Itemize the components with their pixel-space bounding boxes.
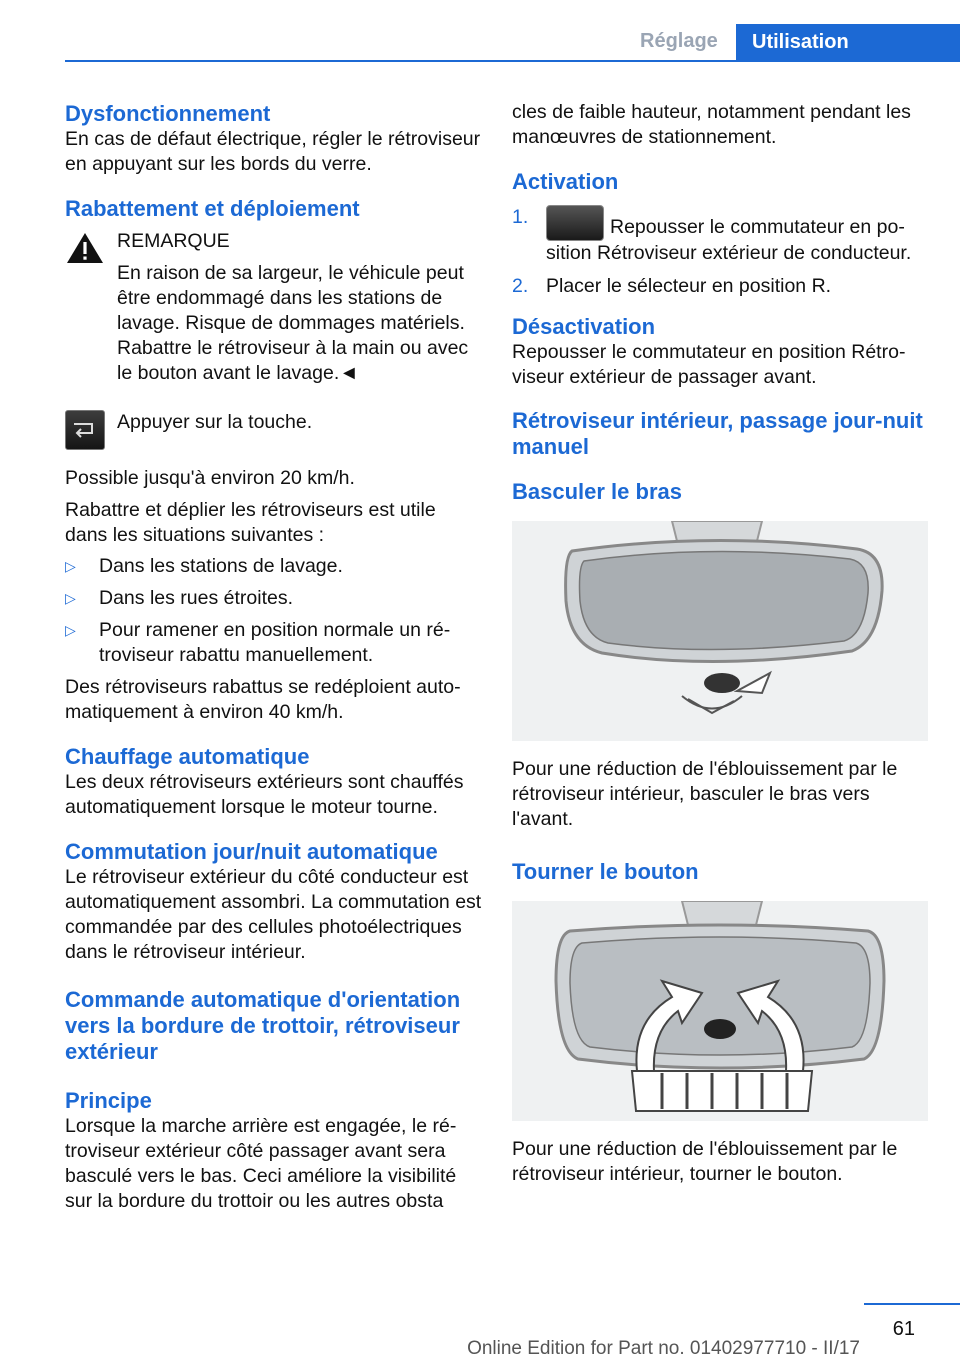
list-item: ▷ Pour ramener en position normale un rétroviseur rabattu manuellement. — [65, 619, 451, 666]
page-number: 61 — [892, 1318, 915, 1340]
text-desactivation: Repousser le commutateur en position Rétroviseur extérieur de passager avant. — [512, 341, 906, 388]
activation-steps — [512, 205, 930, 299]
list-item: ▷ Dans les rues étroites. — [65, 587, 294, 609]
heading-dysfonctionnement: Dysfonctionnement — [65, 101, 271, 126]
list-item: 1. Repousser le commutateur en position Rétroviseur extérieur de conducteur. — [512, 206, 912, 264]
triangle-bullet-icon: ▷ — [65, 558, 76, 574]
left-column — [65, 100, 483, 1214]
heading-desactivation: Désactivation — [512, 314, 656, 339]
list-item: 2. Placer le sélecteur en position R. — [512, 275, 832, 297]
text-commutation: Le rétroviseur extérieur du côté conducteur est automatiquement assombri. La commutation est commandée par des cellules photoélectriques dans le rétroviseur intérieur. — [65, 866, 482, 963]
tab-reglage[interactable]: Réglage — [640, 30, 718, 52]
heading-commande: Commande automatique d'orientation vers la bordure de trottoir, rétroviseur extérieur — [65, 987, 461, 1064]
heading-interieur: Rétroviseur intérieur, passage jour-nuit manuel — [512, 408, 923, 459]
list-item: ▷ Dans les stations de lavage. — [65, 555, 343, 577]
triangle-bullet-icon: ▷ — [65, 590, 76, 606]
heading-basculer: Basculer le bras — [512, 479, 682, 504]
text-tourner: Pour une réduction de l'éblouissement par le rétroviseur intérieur, tourner le bouton. — [512, 1138, 898, 1185]
mirror-switch-icon — [546, 205, 604, 241]
heading-chauffage: Chauffage automatique — [65, 744, 310, 769]
tab-utilisation[interactable]: Utilisation — [736, 24, 960, 62]
text-continued: cles de faible hauteur, notamment pendant les manœuvres de stationnement. — [512, 101, 911, 148]
text-principe: Lorsque la marche arrière est engagée, le rétroviseur extérieur côté passager avant sera basculé vers le bas. Ceci améliore la visibilité sur la bordure du trottoir ou les autres obsta — [65, 1115, 457, 1212]
text-redeploient: Des rétroviseurs rabattus se redéploient automatiquement à environ 40 km/h. — [65, 676, 461, 723]
text-basculer: Pour une réduction de l'éblouissement par le rétroviseur intérieur, basculer le bras vers l'avant. — [512, 758, 898, 830]
heading-principe: Principe — [65, 1088, 152, 1113]
press-key-text: Appuyer sur la touche. — [117, 411, 313, 433]
triangle-bullet-icon: ▷ — [65, 622, 76, 638]
warning-note — [65, 229, 483, 386]
warning-icon — [65, 229, 105, 267]
note-text: En raison de sa largeur, le véhicule peut être endommagé dans les stations de lavage. Risque de dommages matériels. Rabattre le rétroviseur à la main ou avec le bouton avant le lavage.◄ — [117, 262, 469, 384]
figure-tilt-arm — [512, 521, 928, 741]
mirror-fold-button-icon — [65, 410, 105, 450]
fold-arrow-icon — [66, 411, 104, 449]
footer-rule — [864, 1303, 960, 1305]
rearview-mirror-tilt-illustration — [512, 521, 928, 741]
heading-tourner: Tourner le bouton — [512, 859, 699, 884]
heading-commutation: Commutation jour/nuit automatique — [65, 839, 438, 864]
note-label: REMARQUE — [117, 230, 230, 252]
text-dysfonctionnement: En cas de défaut électrique, régler le rétroviseur en appuyant sur les bords du verre. — [65, 128, 481, 175]
heading-rabattement: Rabattement et déploiement — [65, 196, 360, 221]
text-chauffage: Les deux rétroviseurs extérieurs sont chauffés automatiquement lorsque le moteur tourne. — [65, 771, 464, 818]
rearview-mirror-knob-illustration — [512, 901, 928, 1121]
heading-activation: Activation — [512, 169, 619, 194]
figure-turn-knob — [512, 901, 928, 1121]
edition-text: Online Edition for Part no. 01402977710 - II/17 — [467, 1338, 860, 1359]
situations-list — [65, 554, 483, 668]
right-column — [512, 100, 930, 1187]
key-instruction — [65, 410, 483, 450]
text-utile: Rabattre et déplier les rétroviseurs est utile dans les situations suivantes : — [65, 499, 436, 546]
text-possible: Possible jusqu'à environ 20 km/h. — [65, 467, 355, 489]
